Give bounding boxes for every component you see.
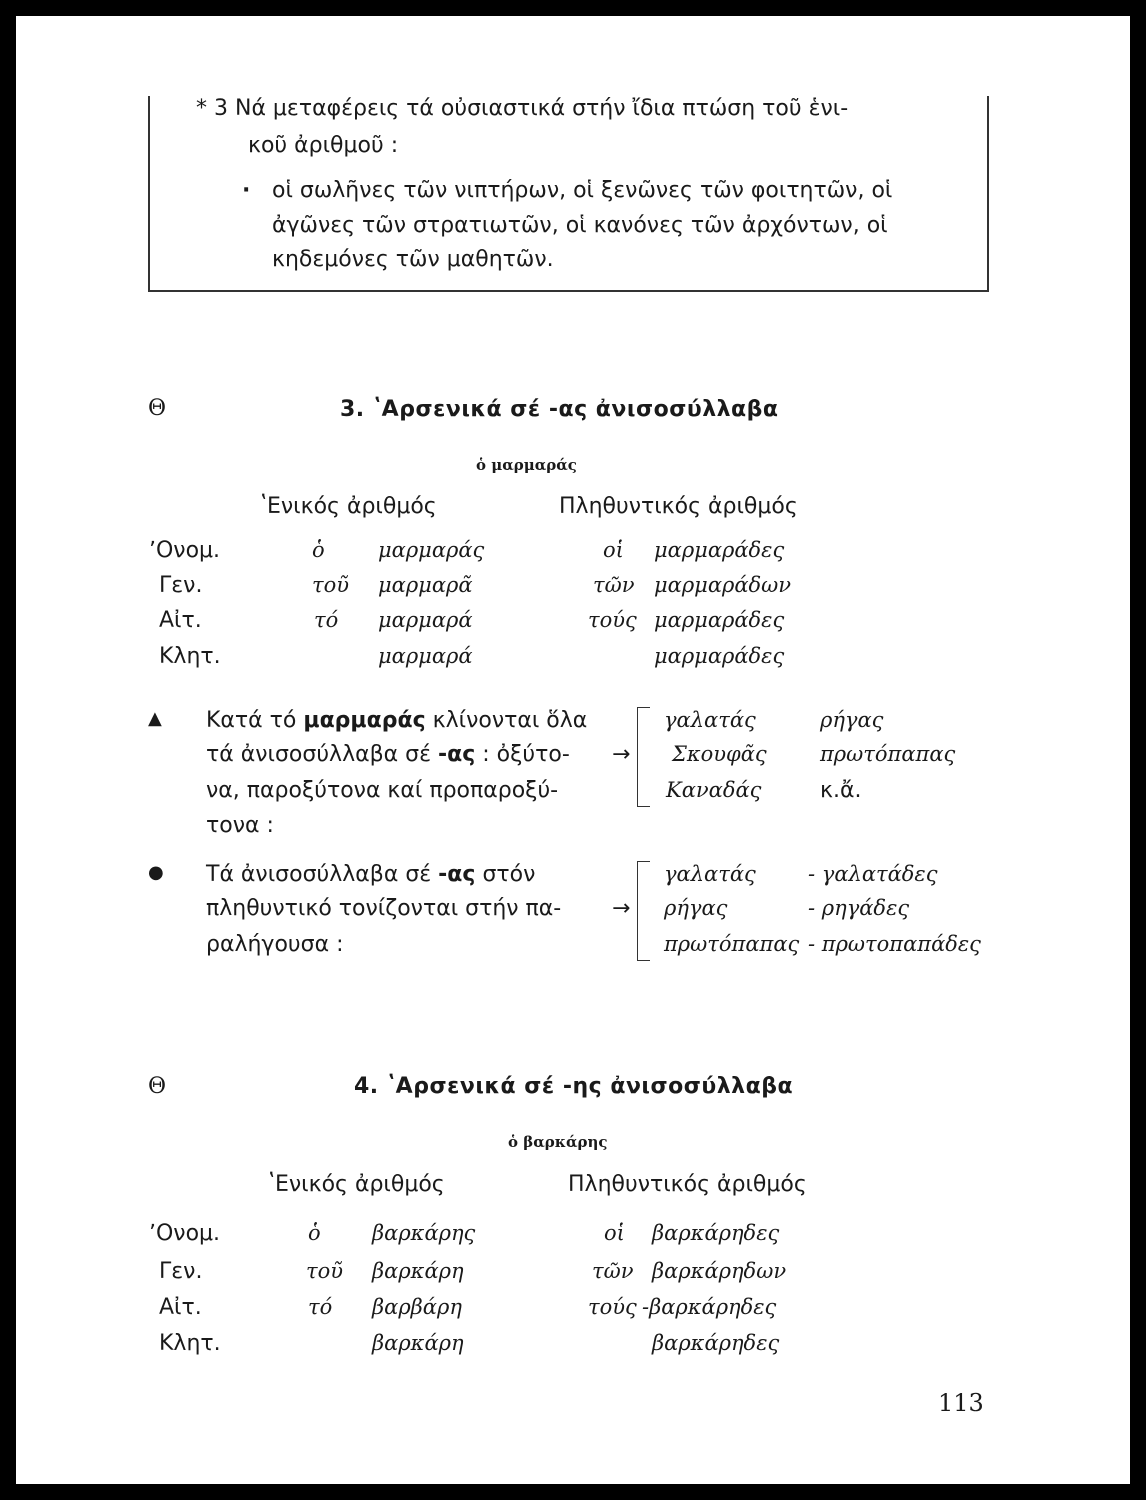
case-label: Κλητ.: [159, 1331, 221, 1356]
article-plural: οἱ: [603, 538, 624, 562]
section-4-title: 4. ʽΑρσενικά σέ -ης ἀνισοσύλλαβα: [354, 1074, 794, 1099]
section-3-singular-header: ʽΕνικός ἀριθμός: [260, 494, 437, 519]
case-label: Κλητ.: [159, 644, 221, 669]
word-singular: βαρκάρη: [372, 1331, 464, 1355]
word-singular: βαρκάρη: [372, 1259, 464, 1283]
case-label: Γεν.: [159, 573, 203, 598]
exercise-line-4: ἀγῶνες τῶν στρατιωτῶν, οἱ κανόνες τῶν ἀρχόντων, οἱ: [272, 213, 888, 238]
example-word: γαλατάς: [664, 708, 756, 732]
article-plural: τούς: [588, 608, 637, 632]
word-singular: μαρμαρᾶ: [378, 573, 473, 597]
book-page: [16, 16, 1130, 1484]
bullet-icon: ●: [148, 862, 164, 883]
section-4-singular-header: ʽΕνικός ἀριθμός: [268, 1172, 445, 1197]
word-plural: μαρμαράδες: [654, 644, 785, 668]
example-word: Σκουφᾶς: [672, 742, 767, 766]
case-label: ʼΟνομ.: [149, 538, 221, 563]
exercise-line-5: κηδεμόνες τῶν μαθητῶν.: [272, 247, 554, 272]
section-4-plural-header: Πληθυντικός ἀριθμός: [568, 1172, 807, 1197]
plural-pair-singular: πρωτόπαπας: [664, 932, 800, 956]
word-singular: μαρμαρά: [378, 608, 473, 632]
plural-pair-singular: γαλατάς: [664, 862, 756, 886]
plural-pair-plural: - ρηγάδες: [808, 896, 910, 920]
rule-2-line-3: ραλήγουσα :: [206, 932, 344, 957]
article-plural: τῶν: [592, 1259, 634, 1283]
section-3-example-word: ὁ μαρμαράς: [476, 456, 577, 474]
rule-1-line-3: να, παροξύτονα καί προπαροξύ-: [206, 778, 559, 803]
exercise-line-3: οἱ σωλῆνες τῶν νιπτήρων, οἱ ξενῶνες τῶν φοιτητῶν, οἱ: [272, 178, 893, 203]
page-number: 113: [938, 1389, 984, 1417]
word-plural: -βαρκάρηδες: [642, 1295, 777, 1319]
article-singular: τό: [308, 1295, 333, 1319]
bracket: [637, 861, 650, 961]
article-singular: τό: [314, 608, 339, 632]
arrow-right-icon: →: [612, 742, 631, 767]
word-singular: μαρμαρά: [378, 644, 473, 668]
word-plural: βαρκάρηδες: [652, 1331, 780, 1355]
article-plural: τῶν: [593, 573, 635, 597]
exercise-line-1: * 3 Νά μεταφέρεις τά οὐσιαστικά στήν ἴδια πτώση τοῦ ἑνι-: [196, 96, 849, 121]
article-plural: τούς: [588, 1295, 637, 1319]
arrow-right-icon: →: [612, 896, 631, 921]
word-plural: μαρμαράδες: [654, 538, 785, 562]
article-plural: οἱ: [604, 1221, 625, 1245]
plural-pair-plural: - γαλατάδες: [808, 862, 938, 886]
bracket: [637, 707, 650, 807]
plural-pair-singular: ρήγας: [664, 896, 728, 920]
section-4-marker: Θ: [148, 1074, 167, 1099]
article-singular: τοῦ: [312, 573, 350, 597]
section-3-plural-header: Πληθυντικός ἀριθμός: [559, 494, 798, 519]
example-word: κ.ἄ.: [820, 778, 862, 803]
article-singular: ὁ: [308, 1221, 321, 1245]
case-label: Αἰτ.: [159, 608, 202, 633]
case-label: Γεν.: [159, 1259, 203, 1284]
word-plural: βαρκάρηδες: [652, 1221, 780, 1245]
example-word: πρωτόπαπας: [820, 742, 956, 766]
example-word: ρήγας: [820, 708, 884, 732]
exercise-line-2: κοῦ ἀριθμοῦ :: [248, 133, 399, 158]
word-singular: βαρκάρης: [372, 1221, 476, 1245]
word-plural: βαρκάρηδων: [652, 1259, 787, 1283]
rule-1-line-4: τονα :: [206, 813, 274, 838]
article-singular: τοῦ: [306, 1259, 344, 1283]
section-3-title: 3. ʽΑρσενικά σέ -ας ἀνισοσύλλαβα: [340, 397, 779, 422]
rule-1-line-2: τά ἀνισοσύλλαβα σέ -ας : ὀξύτο-: [206, 742, 570, 767]
rule-2-line-2: πληθυντικό τονίζονται στήν πα-: [206, 896, 562, 921]
plural-pair-plural: - πρωτοπαπάδες: [808, 932, 981, 956]
exercise-bullet: ·: [242, 178, 251, 203]
section-4-example-word: ὁ βαρκάρης: [508, 1133, 608, 1151]
word-singular: βαρβάρη: [372, 1295, 462, 1319]
case-label: Αἰτ.: [159, 1295, 202, 1320]
rule-1-line-1: Κατά τό μαρμαράς κλίνονται ὅλα: [206, 708, 588, 733]
word-singular: μαρμαράς: [378, 538, 485, 562]
example-word: Καναδάς: [666, 778, 762, 802]
word-plural: μαρμαράδες: [654, 608, 785, 632]
article-singular: ὁ: [312, 538, 325, 562]
rule-2-line-1: Τά ἀνισοσύλλαβα σέ -ας στόν: [206, 862, 536, 887]
word-plural: μαρμαράδων: [654, 573, 792, 597]
section-3-marker: Θ: [148, 396, 167, 421]
triangle-icon: ▲: [148, 708, 162, 729]
case-label: ʼΟνομ.: [149, 1221, 221, 1246]
